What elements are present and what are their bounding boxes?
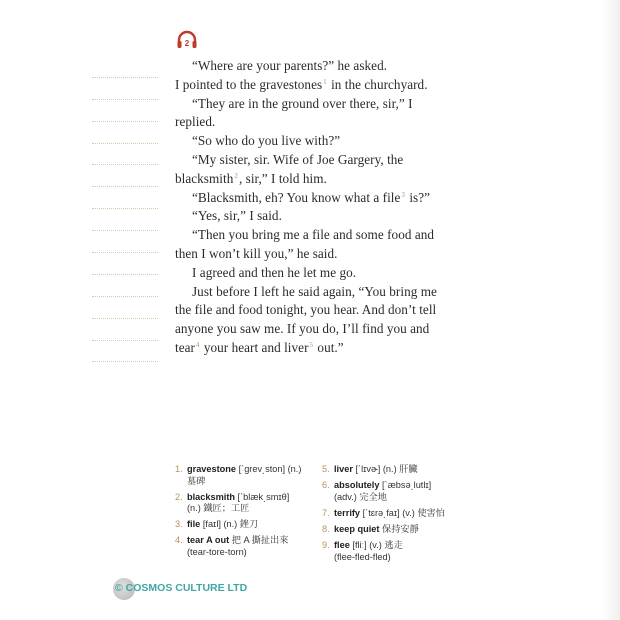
story-text-run: I pointed to the gravestones xyxy=(175,76,323,92)
glossary-definition: [fliː] (v.) 逃走 xyxy=(349,539,403,550)
glossary-definition: [faɪl] (n.) 銼刀 xyxy=(200,519,259,530)
story-text-run: out.” xyxy=(314,339,344,355)
footnote-marker: 3 xyxy=(401,190,405,199)
story-paragraph xyxy=(175,226,455,264)
glossary-number: 2. xyxy=(175,491,183,502)
glossary-number: 1. xyxy=(175,464,183,474)
story-text-run: “Blacksmith, eh? You know what a file xyxy=(192,189,401,205)
glossary-definition: [ˋtɛrə͵faɪ] (v.) 使害怕 xyxy=(360,507,445,518)
glossary-word: blacksmith xyxy=(187,491,235,502)
glossary-definition: [ˋblæk͵smɪθ] xyxy=(235,491,290,502)
story-text-run: “Where are your parents?” he asked. xyxy=(192,58,388,73)
glossary-subline: 墓碑 xyxy=(187,475,206,486)
glossary-number: 3. xyxy=(175,519,183,530)
note-line xyxy=(92,56,158,78)
glossary-subline: (flee-fled-fled) xyxy=(334,551,391,562)
note-line xyxy=(92,341,158,363)
story-paragraph xyxy=(175,76,455,95)
glossary-word: gravestone xyxy=(187,464,237,474)
glossary-definition: [ˋgrev͵ston] (n.) xyxy=(236,464,302,474)
glossary-item xyxy=(322,480,487,503)
glossary-item xyxy=(322,524,487,536)
glossary-column-right xyxy=(322,464,487,568)
footnote-marker: 4 xyxy=(195,340,200,349)
glossary-number: 8. xyxy=(322,523,330,534)
story-paragraph xyxy=(175,264,455,283)
note-line xyxy=(92,144,158,166)
story-paragraph xyxy=(175,95,455,133)
glossary-item xyxy=(175,464,320,487)
glossary-definition: [ˋlɪvɚ] (n.) 肝臟 xyxy=(352,464,418,474)
note-line xyxy=(92,231,158,253)
story-text-run: Just before I left he said again, “You bring me the file and food tonight, you hear. And don’t tell anyone you saw me. If you do, I’ll find you and tear xyxy=(175,283,437,355)
logo-text: © COSMOS CULTURE LTD xyxy=(115,582,248,594)
story-text-run: “So who do you live with?” xyxy=(192,133,341,149)
note-line xyxy=(92,209,158,231)
story-text-run: I agreed and then he let me go. xyxy=(192,264,357,280)
glossary-item xyxy=(322,540,487,563)
page-edge-shadow xyxy=(602,0,620,620)
note-line xyxy=(92,319,158,341)
footnote-marker: 2 xyxy=(234,171,238,180)
glossary-item xyxy=(322,464,487,476)
glossary-word: absolutely xyxy=(334,480,380,491)
glossary-number: 6. xyxy=(322,480,330,491)
glossary-word: tear A out xyxy=(187,535,230,546)
glossary-item xyxy=(322,508,487,520)
glossary-word: terrify xyxy=(334,507,361,518)
story-text-run: “Yes, sir,” I said. xyxy=(192,208,282,224)
footnote-marker: 5 xyxy=(309,340,314,349)
story-text-run: in the churchyard. xyxy=(327,76,428,92)
story-text-run: “My sister, sir. Wife of Joe Gargery, the blacksmith xyxy=(175,151,404,186)
glossary-subline: (adv.) 完全地 xyxy=(334,491,387,502)
note-line xyxy=(92,78,158,100)
glossary-number: 7. xyxy=(322,507,330,518)
story-text-run: “They are in the ground over there, sir,” I replied. xyxy=(175,95,413,130)
glossary-number: 4. xyxy=(175,535,183,546)
glossary-word: flee xyxy=(334,539,350,550)
story-paragraph xyxy=(175,57,455,76)
story-paragraph xyxy=(175,207,455,226)
note-line xyxy=(92,297,158,319)
footnote-marker: 1 xyxy=(323,77,327,86)
note-line xyxy=(92,100,158,122)
note-line xyxy=(92,165,158,187)
glossary-item xyxy=(175,492,320,515)
glossary-definition: 保持安靜 xyxy=(379,523,419,534)
glossary-item xyxy=(175,535,320,558)
note-lines xyxy=(92,56,158,362)
glossary-word: liver xyxy=(334,464,353,474)
story-text-run: your heart and liver xyxy=(200,339,309,355)
glossary-column-left xyxy=(175,464,320,563)
story-text-run: , sir,” I told him. xyxy=(238,170,327,186)
note-line xyxy=(92,253,158,275)
story-paragraph xyxy=(175,132,455,151)
glossary-number: 5. xyxy=(322,464,330,474)
story-text-run: “Then you bring me a file and some food and then I won’t kill you,” he said. xyxy=(175,227,435,261)
story-paragraph xyxy=(175,189,455,208)
story-paragraph xyxy=(175,151,455,189)
glossary-word: keep quiet xyxy=(334,523,380,534)
story-text xyxy=(175,57,455,358)
note-line xyxy=(92,187,158,209)
story-text-run: is?” xyxy=(405,189,431,205)
glossary-subline: (tear-tore-torn) xyxy=(187,547,247,558)
glossary-definition: [ˋæbsə͵lutlɪ] xyxy=(379,480,432,491)
glossary-definition: 把 A 撕扯出來 xyxy=(229,535,289,546)
story-paragraph xyxy=(175,283,455,358)
glossary-number: 9. xyxy=(322,539,330,550)
note-line xyxy=(92,122,158,144)
audio-track-number: 2 xyxy=(184,39,190,48)
publisher-logo xyxy=(113,578,253,600)
glossary-item xyxy=(175,519,320,531)
glossary-subline: (n.) 鐵匠；工匠 xyxy=(187,503,250,514)
glossary-word: file xyxy=(187,519,201,530)
note-line xyxy=(92,275,158,297)
